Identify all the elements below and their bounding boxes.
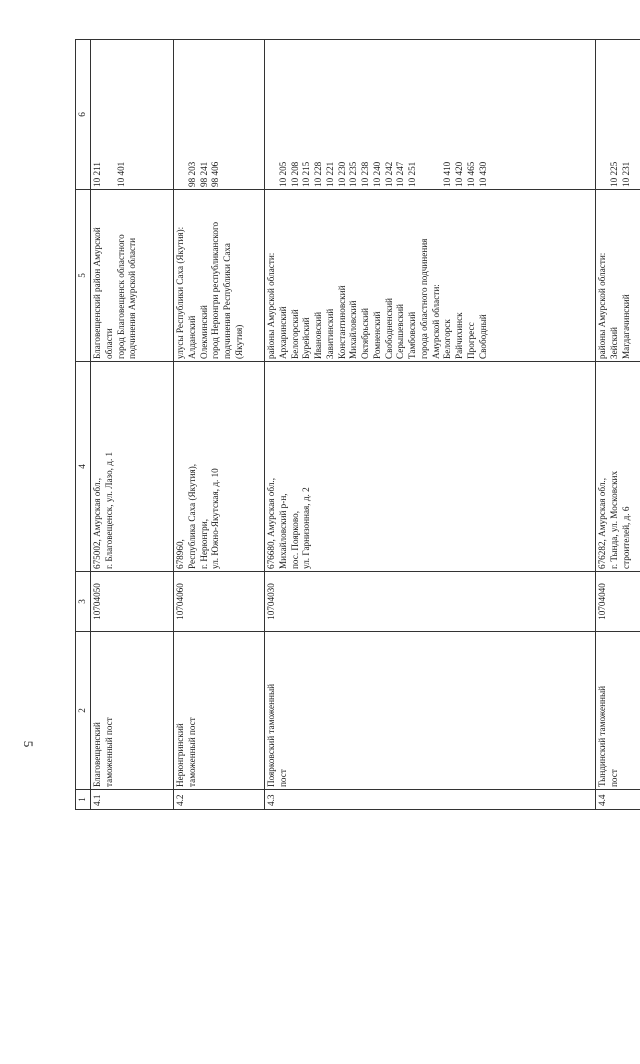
post-code: 10704030 [265,572,596,632]
customs-posts-table [75,39,640,810]
column-header: 5 [76,190,91,362]
post-code: 10704060 [174,572,265,632]
column-header: 6 [76,40,91,190]
column-header: 2 [76,632,91,790]
post-territory: районы Амурской области: Зейский Магдагачинский [596,190,640,362]
post-name: Тындинский таможенный пост [596,632,640,790]
table-row [174,40,265,810]
table-row [596,40,640,810]
table-row [265,40,596,810]
okato-codes: 10 205 10 208 10 215 10 228 10 221 10 230 10 235 10 238 10 240 10 242 10 247 10 251 10 410 10 420 10 465 10 430 [265,40,596,190]
page-number: 5 [20,424,36,1064]
row-number: 4.3 [265,790,596,810]
row-number: 4.4 [596,790,640,810]
post-territory: улусы Республики Саха (Якутия): Алданский Олекминский город Нерюнгри республиканского подчинения Республики Саха (Якутия) [174,190,265,362]
post-address: 676282, Амурская обл., г. Тында, ул. Московских строителей, д. 6 [596,362,640,572]
post-address: 678960, Республика Саха (Якутия), г. Нерюнгри, ул. Южно-Якутская, д. 10 [174,362,265,572]
post-code: 10704040 [596,572,640,632]
row-number: 4.2 [174,790,265,810]
rotated-table-wrapper [75,40,625,810]
post-code: 10704050 [91,572,174,632]
header-row [76,40,91,810]
table-row [91,40,174,810]
post-address: 676680, Амурская обл., Михайловский р-н, пос. Поярково, ул. Гарнизонная, д. 2 [265,362,596,572]
post-name: Благовещенский таможенный пост [91,632,174,790]
post-territory: районы Амурской области: Архаринский Белогорский Бурейский Ивановский Завитинский Константиновский Михайловский Октябрьский Ромненский Свободненский Серышевский Тамбовский города областного подчинения Амурской области: Белогорск Райчихинск Прогресс Свободный [265,190,596,362]
okato-codes: 10 211 10 401 [91,40,174,190]
column-header: 1 [76,790,91,810]
column-header: 4 [76,362,91,572]
okato-codes: 98 203 98 241 98 406 [174,40,265,190]
post-territory: Благовещенский район Амурской области город Благовещенск областного подчинения Амурской области [91,190,174,362]
post-address: 675002, Амурская обл., г. Благовещенск, ул. Лазо, д. 1 [91,362,174,572]
post-name: Нерюнгринский таможенный пост [174,632,265,790]
okato-codes: 10 225 10 231 [596,40,640,190]
column-header: 3 [76,572,91,632]
row-number: 4.1 [91,790,174,810]
post-name: Поярковский таможенный пост [265,632,596,790]
